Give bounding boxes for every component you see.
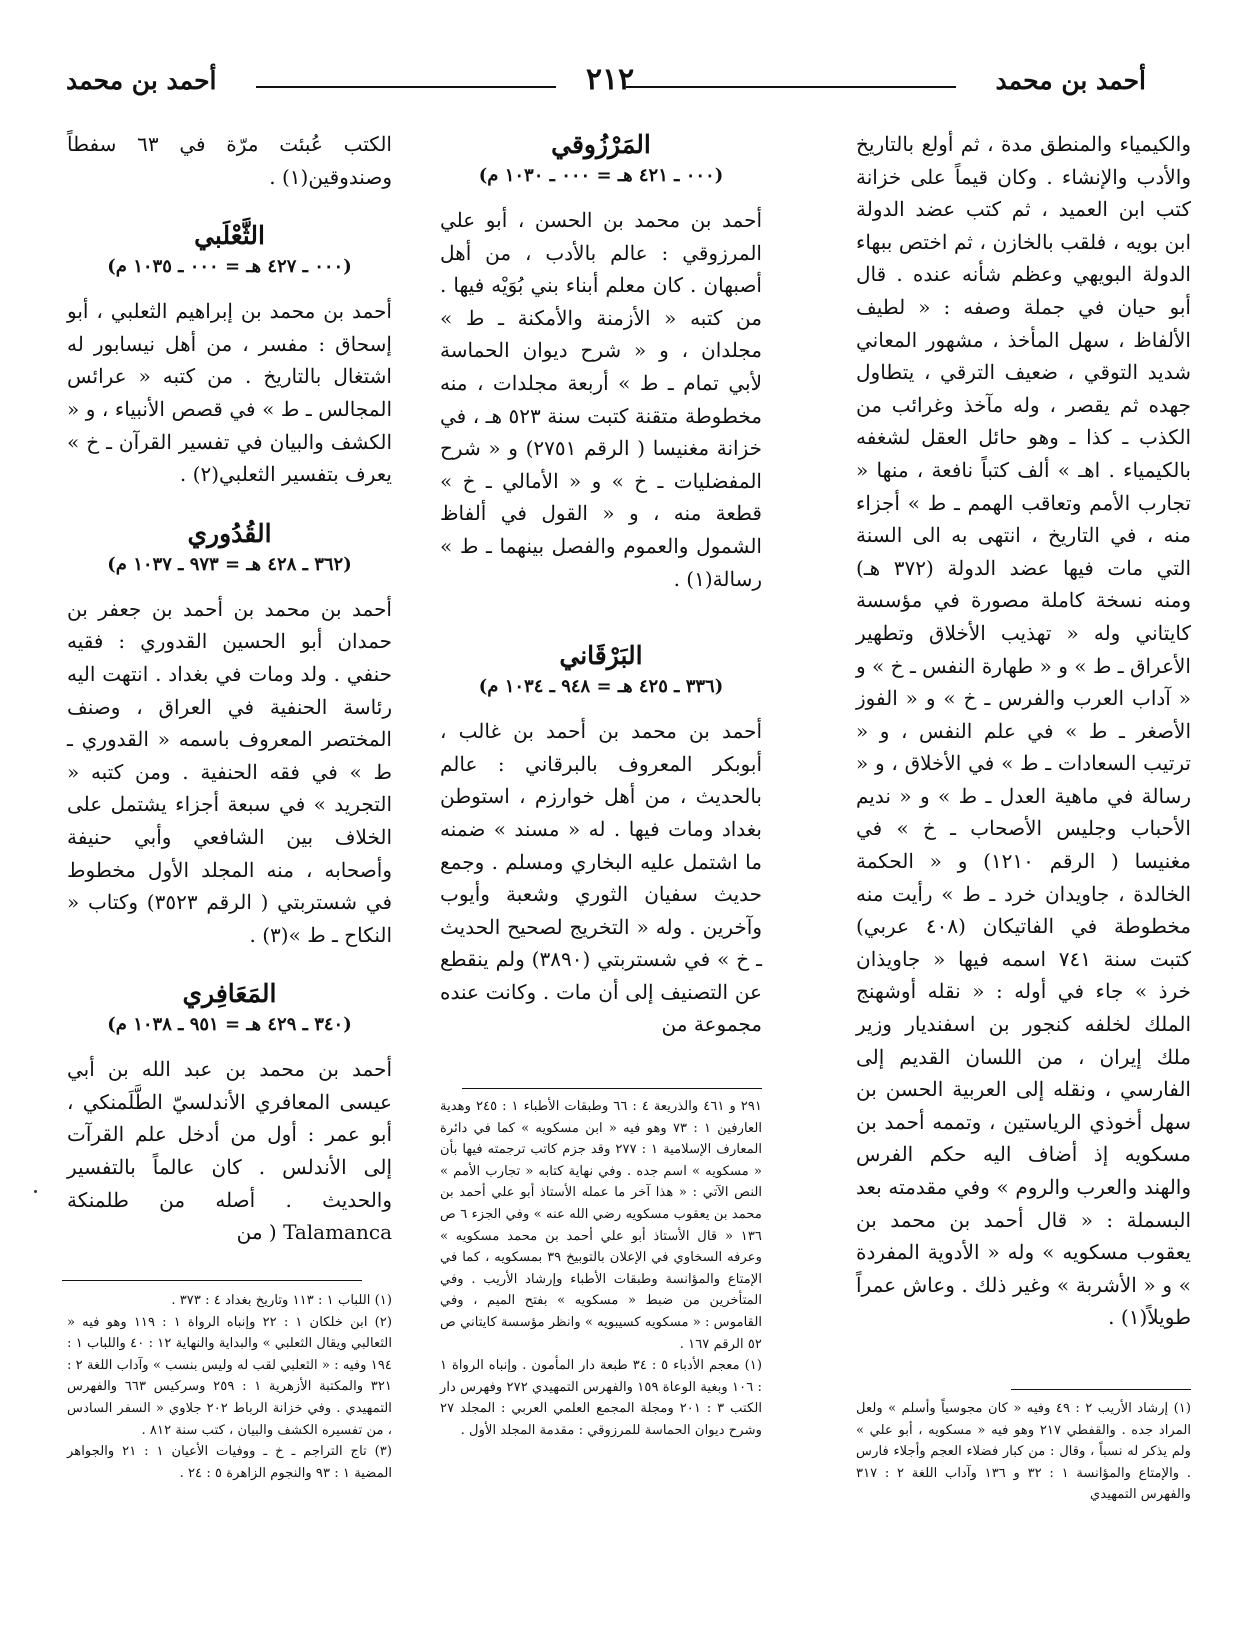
entry-title-marzuqi: المَرْزُوقي	[551, 130, 651, 159]
entry-text-thalabi: أحمد بن محمد بن إبراهيم الثعلبي ، أبو إسحاق : مفسر ، من أهل نيسابور له اشتغال بالتاريخ . من كتبه « عرائس المجالس ـ ط » في قصص الأنبياء ، و « الكشف والبيان في تفسير القرآن ـ خ » يعرف بتفسير الثعلبي(٢) .	[67, 299, 392, 487]
entry-dates-barqani: (٣٣٦ ـ ٤٢٥ هـ = ٩٤٨ ـ ١٠٣٤ م)	[478, 676, 724, 698]
entry-title-maafiri: المَعَافِري	[182, 979, 277, 1009]
left-footnotes	[67, 1290, 392, 1484]
header-left-title: أحمد بن محمد	[66, 66, 217, 95]
header-right-title: أحمد بن محمد	[995, 66, 1146, 95]
left-footnote-rule	[62, 1280, 362, 1281]
footnote: (١) معجم الأدباء ٥ : ٣٤ طبعة دار المأمون . وإنباه الرواة ١ : ١٠٦ وبغية الوعاة ١٥٩ والفهرس التمهيدي ٢٧٢ وفهرس دار الكتب ٣ : ٢٠١ ومجلة المجمع العلمي العربي : المجلد ٢٧ وشرح ديوان الحماسة للمرزوقي : مقدمة المجلد الأول .	[440, 1358, 763, 1438]
middle-column	[440, 128, 762, 1041]
footnote: (١) إرشاد الأريب ٢ : ٤٩ وفيه « كان مجوسياً وأسلم » ولعل المراد جده . والقفطي ٢١٧ وهو فيه « مسكويه ، أبو علي » ولم يذكر له نسباً ، وقال : من كبار فضلاء العجم وأجلاء فارس . والإمتاع والمؤانسة ١ : ٣٢ و ١٣٦ وآداب اللغة ٢ : ٣١٧ والفهرس التمهيدي	[856, 1401, 1192, 1503]
entry-continuation-text: والكيمياء والمنطق مدة ، ثم أولع بالتاريخ والأدب والإنشاء . وكان قيماً على خزانة كتب ابن العميد ، ثم كتب عضد الدولة ابن بويه ، فلقب بالخازن ، ثم اختص ببهاء الدولة البويهي وعظم شأنه عنده . قال أبو حيان في جملة وصفه : « لطيف الألفاظ ، سهل المأخذ ، مشهور المعاني شديد التوقي ، ضعيف الترقي ، يتطاول جهده ثم يقصر ، وله مآخذ وغرائب من الكذب ـ كذا ـ وهو حائل العقل لشغفه بالكيمياء . اهـ » ألف كتباً نافعة ، منها « تجارب الأمم وتعاقب الهمم ـ ط » أجزاء منه ، في التاريخ ، انتهى به الى السنة التي مات فيها عضد الدولة (٣٧٢ هـ) ومنه نسخة كاملة مصورة في مؤسسة كايتاني وله « تهذيب الأخلاق وتطهير الأعراق ـ ط » و « طهارة النفس ـ خ » و « آداب العرب والفرس ـ خ » و « الفوز الأصغر ـ ط » في علم النفس ، و « ترتيب السعادات ـ ط » في الأخلاق ، و « رسالة في ماهية العدل ـ ط » و « نديم الأحباب وجليس الأصحاب ـ خ » في مغنيسا ( الرقم ١٢١٠) و « الحكمة الخالدة ، جاويدان خرد ـ ط » رأيت منه مخطوطة في الفاتيكان (٤٠٨ عربي) كتبت سنة ٧٤١ اسمه فيها « جاويذان خرذ » جاء في أوله : « نقله أوشهنج الملك لخلفه كنجور بن اسفنديار وزير ملك إيران ، من اللسان القديم إلى الفارسي ، ونقله إلى العربية الحسن بن سهل أخوذي الرياستين ، وتممه أحمد بن مسكويه إذ أضاف اليه حكم الفرس والهند والعرب والروم » وفي مقدمته بعد البسملة : « قال أحمد بن محمد بن يعقوب مسكويه » وله « الأدوية المفردة » و « الأشربة » وغير ذلك . وعاش عمراً طويلاً(١) .	[856, 132, 1191, 1330]
middle-footnotes	[440, 1096, 762, 1442]
footnote: (١) اللباب ١ : ١١٣ وتاريخ بغداد ٤ : ٣٧٣ .	[171, 1293, 392, 1308]
right-column	[856, 128, 1191, 1334]
entry-title-thalabi: الثَّعْلَبي	[194, 221, 265, 251]
left-column	[67, 128, 392, 1249]
entry-title-barqani: البَرْقَاني	[559, 641, 643, 671]
header-rule-left	[256, 86, 556, 88]
entry-dates-quduri: (٣٦٢ ـ ٤٢٨ هـ = ٩٧٣ ـ ١٠٣٧ م)	[107, 553, 352, 575]
scan-speck	[34, 1190, 37, 1193]
header-rule-right	[626, 86, 956, 88]
page-number: ٢١٢	[585, 62, 635, 97]
middle-footnote-rule	[462, 1088, 762, 1089]
footnote: (٢) ابن خلكان ١ : ٢٢ وإنباه الرواة ١ : ١١٩ وهو فيه « الثعالبي ويقال الثعلبي » والبداية والنهاية ١٢ : ٤٠ واللباب ١ : ١٩٤ وفيه : « الثعلبي لقب له وليس بنسب » وآداب اللغة ٢ : ٣٢١ والمكتبة الأزهرية ١ : ٢٥٩ وسركيس ٦٦٣ والفهرس التمهيدي . وفي خزانة الرباط ٢٠٢ جلاوي « السفر السادس ، من تفسيره الكشف والبيان ، كتب سنة ٨١٢ .	[67, 1314, 393, 1438]
footnote: ٢٩١ و ٤٦١ والذريعة ٤ : ٦٦ وطبقات الأطباء ١ : ٢٤٥ وهدية العارفين ١ : ٧٣ وهو فيه « ابن مسكويه » كما في دائرة المعارف الإسلامية ١ : ٢٧٧ وقد جزم كاتب ترجمته فيها بأن « مسكويه » اسم جده . وفي نهاية كتابه « تجارب الأمم » النص الآتي : « هذا آخر ما عمله الأستاذ أبو علي أحمد بن محمد بن يعقوب مسكويه رضي الله عنه » وفي الجزء ٦ ص ١٣٦ « قال الأستاذ أبو علي أحمد بن محمد مسكويه » وعرفه السخاوي في الإعلان بالتوبيخ ٣٩ بمسكويه ، كما في الإمتاع والمؤانسة وطبقات الأطباء وإرشاد الأريب . وفي المتأخرين من ضبط « مسكويه » بفتح الميم ، وفي القاموس : « مسكويه كسيبويه » وانظر مؤسسة كايتاني ص ٥٢ الرقم ١٦٧ .	[440, 1099, 763, 1352]
footnote: (٣) تاج التراجم ـ خ ـ ووفيات الأعيان ١ : ٢١ والجواهر المضية ١ : ٩٣ والنجوم الزاهرة ٥ : ٢٤ .	[67, 1444, 393, 1481]
entry-text-barqani: أحمد بن محمد بن أحمد بن غالب ، أبوبكر المعروف بالبرقاني : عالم بالحديث ، من أهل خوارزم ، استوطن بغداد ومات فيها . له « مسند » ضمنه ما اشتمل عليه البخاري ومسلم . وجمع حديث سفيان الثوري وشعبة وأيوب وآخرين . وله « التخريج لصحيح الحديث ـ خ » في شستربتي (٣٨٩٠) ولم ينقطع عن التصنيف إلى أن مات . وكانت عنده مجموعة من	[440, 719, 762, 1037]
entry-text-quduri: أحمد بن محمد بن أحمد بن جعفر بن حمدان أبو الحسين القدوري : فقيه حنفي . ولد ومات في بغداد . انتهت اليه رئاسة الحنفية في العراق ، وصنف المختصر المعروف باسمه « القدوري ـ ط » في فقه الحنفية . ومن كتبه « التجريد » في سبعة أجزاء يشتمل على الخلاف بين الشافعي وأبي حنيفة وأصحابه ، منه المجلد الأول مخطوط في شستربتي ( الرقم ٣٥٢٣) وكتاب « النكاح ـ ط »(٣) .	[67, 596, 393, 947]
entry-text-marzuqi: أحمد بن محمد بن الحسن ، أبو علي المرزوقي : عالم بالأدب ، من أهل أصبهان . كان معلم أبناء بني بُوَيْه فيها . من كتبه « الأزمنة والأمكنة ـ ط » مجلدان ، و « شرح ديوان الحماسة لأبي تمام ـ ط » أربعة مجلدات ، منه مخطوطة متقنة كتبت سنة ٥٢٣ هـ ، في خزانة مغنيسا ( الرقم ٢٧٥١) و « شرح المفضليات ـ خ » و « الأمالي ـ خ » قطعة منه ، و « القول في ألفاظ الشمول والعموم والفصل بينهما ـ ط » رسالة(١) .	[440, 208, 762, 591]
entry-dates-thalabi: (٠٠٠ ـ ٤٢٧ هـ = ٠٠٠ ـ ١٠٣٥ م)	[107, 256, 352, 278]
right-footnote-rule	[1011, 1389, 1191, 1390]
entry-title-quduri: القُدُوري	[187, 518, 272, 548]
right-footnotes	[856, 1398, 1191, 1506]
entry-dates-marzuqi: (٠٠٠ ـ ٤٢١ هـ = ٠٠٠ ـ ١٠٣٠ م)	[478, 165, 724, 186]
entry-dates-maafiri: (٣٤٠ ـ ٤٢٩ هـ = ٩٥١ ـ ١٠٣٨ م)	[107, 1014, 352, 1036]
running-header	[66, 62, 1146, 106]
entry-continuation-text: الكتب عُبئت مرّة في ٦٣ سفطاً وصندوقين(١) .	[67, 132, 392, 189]
entry-text-maafiri: أحمد بن محمد بن عبد الله بن أبي عيسى المعافري الأندلسيّ الطَّلَمنكي ، أبو عمر : أول من أدخل علم القرآت إلى الأندلس . كان عالماً بالتفسير والحديث . أصله من طلمنكة Talamanca ( من	[67, 1057, 392, 1245]
